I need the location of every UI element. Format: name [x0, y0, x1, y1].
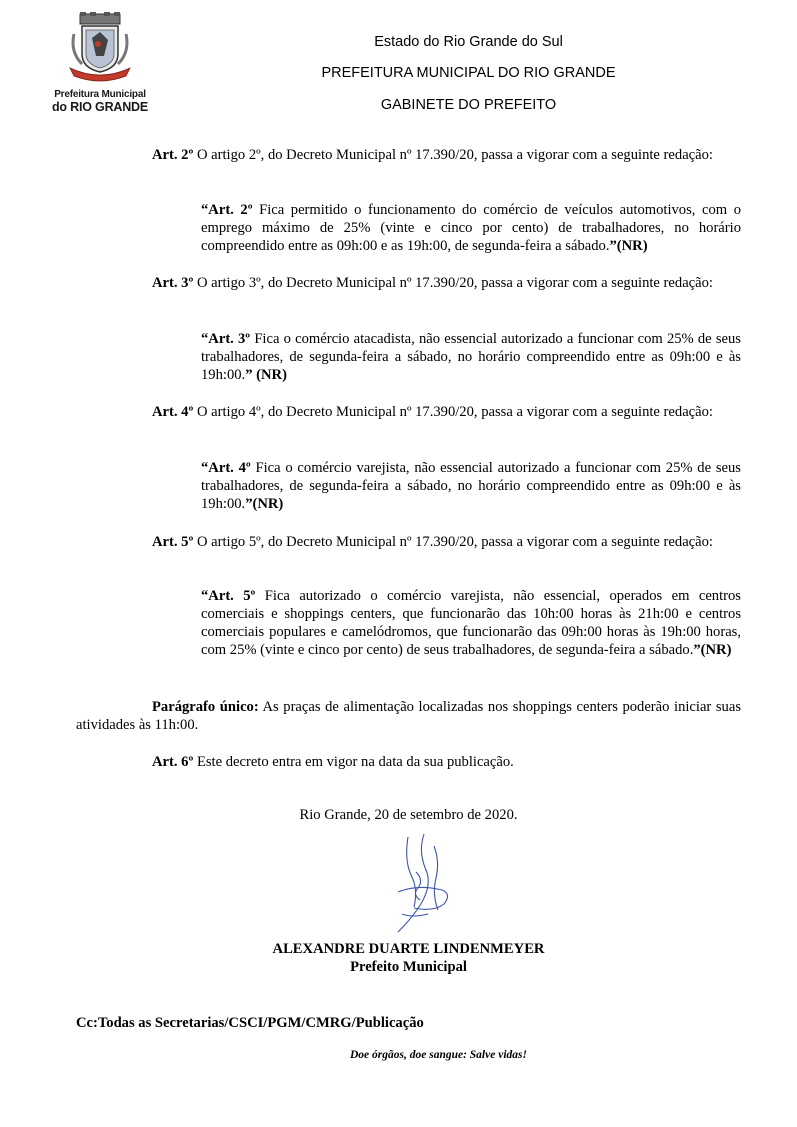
article-4-quote: [201, 459, 741, 513]
article-5-quote-label: “Art. 5º: [201, 588, 256, 604]
header-prefecture: PREFEITURA MUNICIPAL DO RIO GRANDE: [321, 65, 616, 81]
article-4-quote-end: ”(NR): [245, 496, 284, 512]
sole-paragraph-text: As praças de alimentação localizadas nos shoppings centers poderão iniciar suas atividades às 11h:00.: [76, 699, 741, 733]
article-3-label: Art. 3º: [152, 275, 194, 291]
article-6: [76, 753, 741, 771]
logo-line-2: do RIO GRANDE: [52, 100, 149, 114]
header-state: Estado do Rio Grande do Sul: [374, 34, 563, 50]
signer-name: ALEXANDRE DUARTE LINDENMEYER: [272, 941, 545, 957]
article-4-quote-label: “Art. 4º: [201, 460, 251, 476]
article-2-label: Art. 2º: [152, 147, 194, 163]
article-2: [76, 146, 741, 164]
carbon-copy-line: Cc:Todas as Secretarias/CSCI/PGM/CMRG/Publicação: [76, 1015, 424, 1031]
footer-slogan: Doe órgãos, doe sangue: Salve vidas!: [350, 1049, 527, 1061]
article-3: [76, 274, 741, 292]
article-6-text: Este decreto entra em vigor na data da sua publicação.: [193, 754, 514, 770]
logo-line-1: Prefeitura Municipal: [54, 89, 146, 100]
article-2-quote-end: ”(NR): [609, 238, 648, 254]
header-office: GABINETE DO PREFEITO: [380, 97, 557, 113]
article-5-quote: [201, 587, 741, 659]
article-5-text: O artigo 5º, do Decreto Municipal nº 17.390/20, passa a vigorar com a seguinte redação:: [193, 534, 713, 550]
sole-paragraph-label: Parágrafo único:: [152, 699, 259, 715]
article-5-quote-text: Fica autorizado o comércio varejista, não essencial, operados em centros comerciais e shoppings centers, que funcionarão das 10h:00 horas às 21h:00 e centros comerciais populares e camelódromos, que funcionarão das 09h:00 horas às 19h:00 horas, com 25% (vinte e cinco por cento) de seus trabalhadores, de segunda-feira a sábado.: [201, 588, 741, 658]
article-4-quote-text: Fica o comércio varejista, não essencial autorizado a funcionar com 25% de seus trabalhadores, de segunda-feira a sábado, no horário compreendido entre as 09h:00 e às 19h:00.: [201, 460, 741, 512]
article-5-label: Art. 5º: [152, 534, 194, 550]
article-2-quote-text: Fica permitido o funcionamento do comércio de veículos automotivos, com o emprego máximo de 25% (vinte e cinco por cento) de trabalhadores, no horário compreendido entre as 09h:00 e as 19h:00, de segunda-feira a sábado.: [201, 202, 741, 254]
article-2-quote: [201, 201, 741, 255]
article-3-quote-text: Fica o comércio atacadista, não essencial autorizado a funcionar com 25% de seus trabalhadores, de segunda-feira a sábado, no horário compreendido entre as 09h:00 e às 19h:00.: [201, 331, 741, 383]
article-3-quote-end: ” (NR): [245, 367, 287, 383]
article-3-text: O artigo 3º, do Decreto Municipal nº 17.390/20, passa a vigorar com a seguinte redação:: [193, 275, 713, 291]
article-5: [76, 533, 741, 551]
article-3-quote-label: “Art. 3º: [201, 331, 251, 347]
article-3-quote: [201, 330, 741, 384]
article-4-text: O artigo 4º, do Decreto Municipal nº 17.390/20, passa a vigorar com a seguinte redação:: [193, 404, 713, 420]
article-4-label: Art. 4º: [152, 404, 194, 420]
article-2-text: O artigo 2º, do Decreto Municipal nº 17.390/20, passa a vigorar com a seguinte redação:: [193, 147, 713, 163]
article-6-label: Art. 6º: [152, 754, 194, 770]
signer-title: Prefeito Municipal: [350, 959, 467, 975]
place-date: Rio Grande, 20 de setembro de 2020.: [299, 807, 518, 823]
sole-paragraph: [76, 698, 741, 734]
article-2-quote-label: “Art. 2º: [201, 202, 253, 218]
article-4: [76, 403, 741, 421]
handwritten-signature: [378, 832, 468, 942]
article-5-quote-end: ”(NR): [693, 642, 732, 658]
